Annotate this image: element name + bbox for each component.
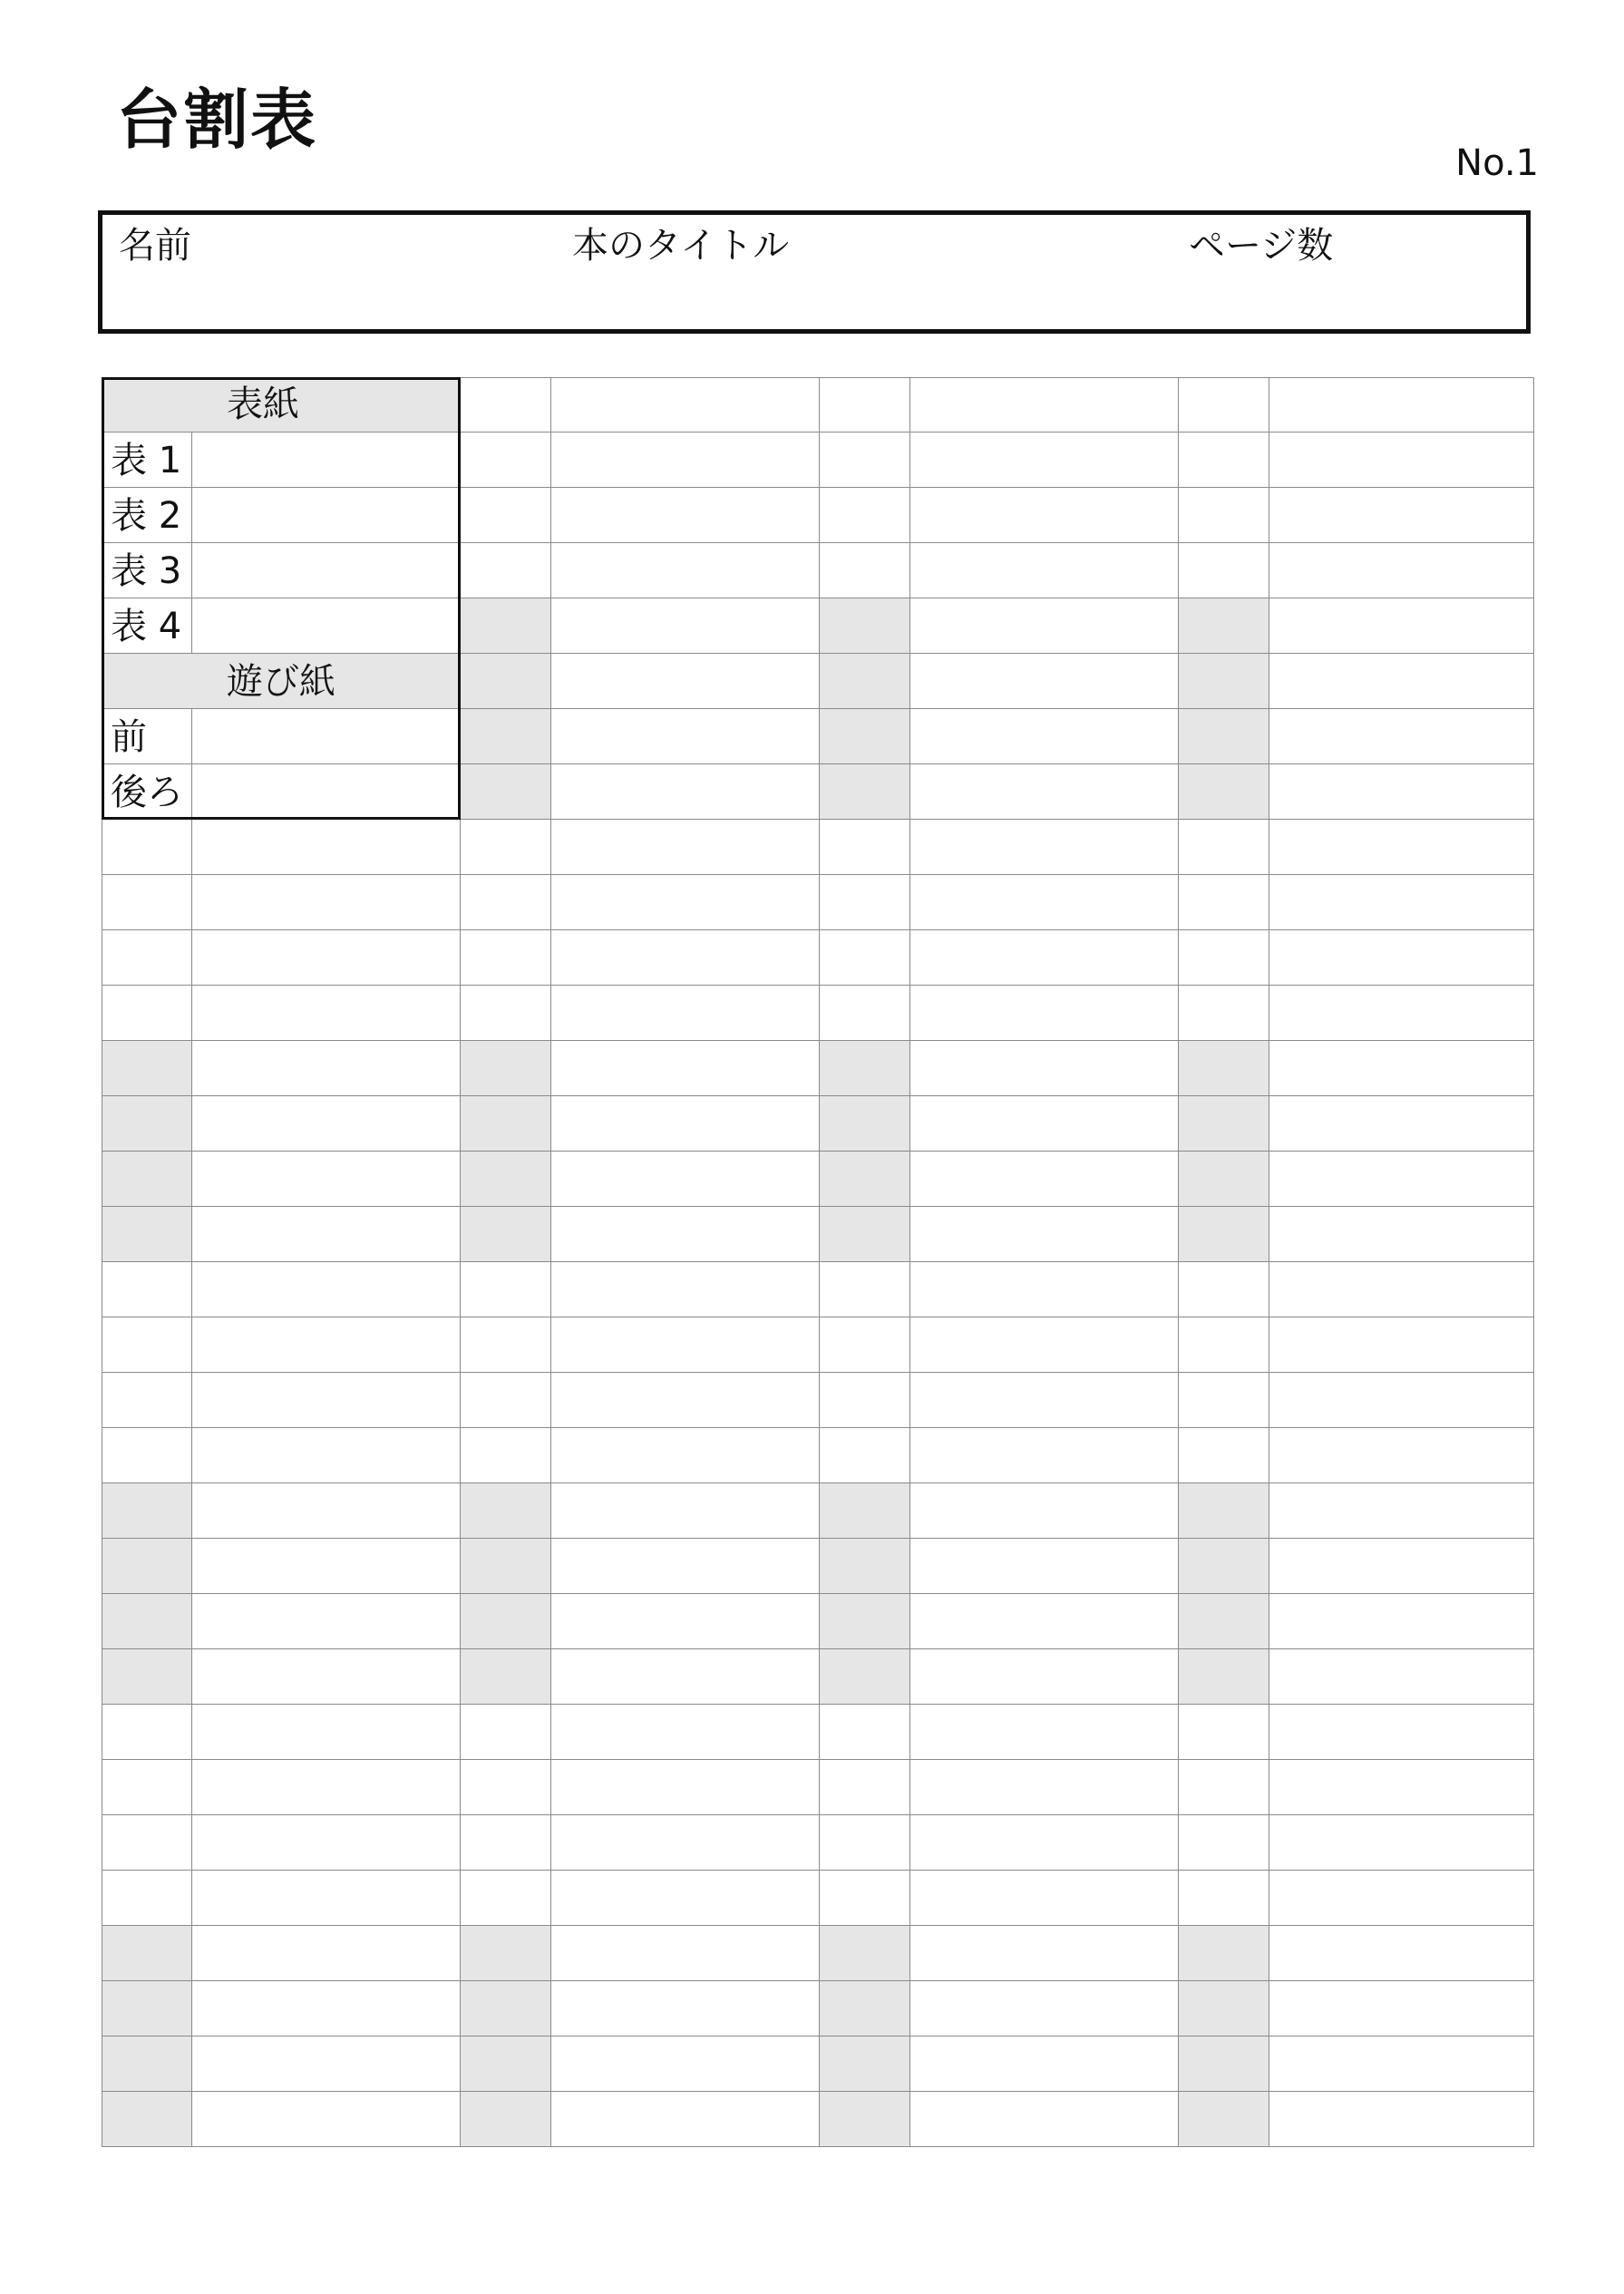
page-number-cell [820, 1428, 910, 1483]
page-number-cell [820, 1152, 910, 1207]
page-number-cell [1179, 433, 1269, 488]
page-number-cell [461, 377, 551, 433]
page-number-cell [1179, 709, 1269, 764]
page-content-cell [551, 2036, 820, 2092]
page-number-cell [1179, 1373, 1269, 1428]
page-number-cell [820, 1815, 910, 1871]
page-content-cell [192, 2092, 461, 2147]
page-content-cell [192, 1705, 461, 1760]
page-content-cell [910, 764, 1179, 820]
page-number-cell [461, 820, 551, 875]
page-content-cell [1269, 2092, 1534, 2147]
page-content-cell [551, 1096, 820, 1152]
page-content-cell [910, 433, 1179, 488]
page-number-cell [102, 1207, 192, 1262]
page-content-cell [910, 1373, 1179, 1428]
page-number-cell [820, 1539, 910, 1594]
page-number-cell [820, 1317, 910, 1373]
page-number-cell [820, 709, 910, 764]
page-content-cell [1269, 986, 1534, 1041]
page-content-cell [192, 543, 461, 598]
page-content-cell [1269, 1096, 1534, 1152]
page-content-cell [192, 1262, 461, 1317]
page-content-cell [1269, 764, 1534, 820]
page-content-cell [910, 1428, 1179, 1483]
page-content-cell [551, 1428, 820, 1483]
page-number-cell [461, 1649, 551, 1705]
page-content-cell [1269, 1926, 1534, 1981]
page-content-cell [1269, 1152, 1534, 1207]
page-content-cell [1269, 1207, 1534, 1262]
page-content-cell [1269, 1262, 1534, 1317]
page-content-cell [192, 1594, 461, 1649]
page-number-cell [1179, 377, 1269, 433]
page-content-cell [910, 1539, 1179, 1594]
page-number-cell [102, 2092, 192, 2147]
page-content-cell [192, 1096, 461, 1152]
page-number-cell [102, 1373, 192, 1428]
page-content-cell [1269, 1594, 1534, 1649]
page-content-cell [551, 654, 820, 709]
cover-row-1-label: 表 1 [111, 440, 182, 481]
page-number-cell [461, 488, 551, 543]
page-number-cell [820, 433, 910, 488]
page-number-cell [102, 1262, 192, 1317]
page-content-cell [551, 1649, 820, 1705]
page-number-cell [102, 986, 192, 1041]
page-number-cell [102, 1594, 192, 1649]
page-number-cell [820, 1096, 910, 1152]
page-content-cell [1269, 1871, 1534, 1926]
page-number-cell [461, 1539, 551, 1594]
page-number-cell [102, 1705, 192, 1760]
page-content-cell [910, 1649, 1179, 1705]
page-content-cell [192, 1041, 461, 1096]
page-number-cell [820, 543, 910, 598]
page-number-cell [1179, 1152, 1269, 1207]
page-content-cell [910, 1760, 1179, 1815]
page-number-cell [1179, 1041, 1269, 1096]
page-content-cell [1269, 709, 1534, 764]
page-number-cell [1179, 1981, 1269, 2036]
page-content-cell [192, 1760, 461, 1815]
page-number-cell [820, 2036, 910, 2092]
page-content-cell [910, 598, 1179, 654]
page-number-cell [1179, 1428, 1269, 1483]
page-number-cell [461, 2092, 551, 2147]
name-label: 名前 [119, 225, 191, 267]
page-number-cell [461, 543, 551, 598]
page-content-cell [1269, 875, 1534, 930]
page-content-cell [910, 1096, 1179, 1152]
page-content-cell [551, 1262, 820, 1317]
page-content-cell [910, 930, 1179, 986]
page-content-cell [551, 1871, 820, 1926]
page-number-cell [461, 1594, 551, 1649]
page-content-cell [551, 1926, 820, 1981]
page-content-cell [192, 1373, 461, 1428]
page-number-cell [1179, 1594, 1269, 1649]
page-number-cell [102, 1981, 192, 2036]
page-number-cell [461, 1207, 551, 1262]
page-number-cell [1179, 1705, 1269, 1760]
page-content-cell [910, 1871, 1179, 1926]
page-content-cell [910, 654, 1179, 709]
page-content-cell [1269, 377, 1534, 433]
page-number-cell [820, 2092, 910, 2147]
page-content-cell [1269, 1041, 1534, 1096]
page-content-cell [910, 709, 1179, 764]
page-content-cell [1269, 820, 1534, 875]
page-number-cell [820, 654, 910, 709]
page-content-cell [910, 1207, 1179, 1262]
cover-row-4-label: 表 4 [111, 606, 182, 647]
page-content-cell [910, 543, 1179, 598]
page-number-cell [1179, 1871, 1269, 1926]
page-content-cell [551, 709, 820, 764]
page-content-cell [551, 1981, 820, 2036]
page-number-cell [102, 1483, 192, 1539]
page-content-cell [551, 820, 820, 875]
page-content-cell [910, 1262, 1179, 1317]
page-number-cell [1179, 1317, 1269, 1373]
page-content-cell [1269, 488, 1534, 543]
endpaper-front-label: 前 [111, 716, 147, 758]
page-content-cell [192, 1649, 461, 1705]
page-content-cell [551, 598, 820, 654]
page-content-cell [910, 986, 1179, 1041]
page-number-cell [102, 875, 192, 930]
page-content-cell [551, 986, 820, 1041]
page-number-cell [461, 433, 551, 488]
page-content-cell [551, 1594, 820, 1649]
page-number-cell [1179, 488, 1269, 543]
page-number-cell [820, 875, 910, 930]
page-content-cell [192, 1926, 461, 1981]
page-number-cell [820, 1760, 910, 1815]
page-content-cell [910, 1594, 1179, 1649]
page-content-cell [551, 433, 820, 488]
page-number-cell [461, 1926, 551, 1981]
page-content-cell [910, 488, 1179, 543]
page-number-cell [461, 1760, 551, 1815]
page-content-cell [1269, 1483, 1534, 1539]
page-content-cell [551, 1760, 820, 1815]
page-content-cell [551, 1539, 820, 1594]
page-content-cell [551, 543, 820, 598]
page-content-cell [551, 488, 820, 543]
page-content-cell [910, 1981, 1179, 2036]
page-number-cell [1179, 598, 1269, 654]
page-content-cell [1269, 930, 1534, 986]
page-content-cell [192, 930, 461, 986]
page-number-cell [461, 1262, 551, 1317]
page-number-cell [820, 1483, 910, 1539]
page-content-cell [1269, 1815, 1534, 1871]
page-number-cell [1179, 930, 1269, 986]
page-number-cell [461, 1428, 551, 1483]
page-number-cell [1179, 2092, 1269, 2147]
page-content-cell [192, 709, 461, 764]
page-number-cell [461, 1096, 551, 1152]
page-content-cell [551, 1483, 820, 1539]
page-content-cell [1269, 1705, 1534, 1760]
page-number-cell [820, 820, 910, 875]
page-content-cell [910, 2092, 1179, 2147]
page-content-cell [1269, 1649, 1534, 1705]
page-number-cell [461, 1815, 551, 1871]
page-number-cell [1179, 1926, 1269, 1981]
page-number-cell [461, 1483, 551, 1539]
page-content-cell [910, 1317, 1179, 1373]
page-content-cell [551, 1317, 820, 1373]
sheet-number: No.1 [1455, 142, 1539, 184]
page-content-cell [551, 875, 820, 930]
page-content-cell [1269, 543, 1534, 598]
page-number-cell [1179, 654, 1269, 709]
page-content-cell [910, 377, 1179, 433]
page-content-cell [551, 1705, 820, 1760]
page-number-cell [820, 1041, 910, 1096]
page-content-cell [551, 1207, 820, 1262]
page-number-cell [820, 598, 910, 654]
page-content-cell [1269, 654, 1534, 709]
page-number-cell [1179, 764, 1269, 820]
page-content-cell [192, 875, 461, 930]
page-content-cell [192, 488, 461, 543]
page-number-cell [1179, 875, 1269, 930]
page-content-cell [192, 1981, 461, 2036]
page-number-cell [820, 488, 910, 543]
page-number-cell [102, 1428, 192, 1483]
page-content-cell [192, 1815, 461, 1871]
page-number-cell [102, 1815, 192, 1871]
page-number-cell [820, 377, 910, 433]
page-content-cell [910, 1926, 1179, 1981]
page-number-cell [1179, 1096, 1269, 1152]
page-number-cell [1179, 820, 1269, 875]
page-content-cell [1269, 1317, 1534, 1373]
page-content-cell [192, 1539, 461, 1594]
page-content-cell [910, 1815, 1179, 1871]
page-number-cell [1179, 1207, 1269, 1262]
page-number-cell [1179, 1760, 1269, 1815]
page-content-cell [192, 986, 461, 1041]
page-number-cell [461, 875, 551, 930]
page-content-cell [192, 1428, 461, 1483]
page-content-cell [551, 930, 820, 986]
page-content-cell [551, 2092, 820, 2147]
page-number-cell [461, 1373, 551, 1428]
page-content-cell [551, 377, 820, 433]
page-content-cell [551, 1815, 820, 1871]
page-content-cell [192, 598, 461, 654]
page-number-cell [102, 820, 192, 875]
page-number-cell [102, 1871, 192, 1926]
page-content-cell [192, 2036, 461, 2092]
page-number-cell [102, 1152, 192, 1207]
page-number-cell [820, 1981, 910, 2036]
page-content-cell [910, 1483, 1179, 1539]
cover-row-3-label: 表 3 [111, 550, 182, 592]
page-number-cell [102, 1539, 192, 1594]
page-number-cell [1179, 1262, 1269, 1317]
page-number-cell [461, 764, 551, 820]
page-number-cell [820, 1373, 910, 1428]
page-content-cell [192, 433, 461, 488]
page-number-cell [461, 1317, 551, 1373]
page-number-cell [102, 1096, 192, 1152]
page-content-cell [910, 875, 1179, 930]
endpaper-back-label: 後ろ [111, 772, 183, 813]
page-content-cell [1269, 433, 1534, 488]
page-content-cell [551, 1041, 820, 1096]
page-number-cell [820, 1262, 910, 1317]
page-content-cell [192, 1871, 461, 1926]
page-content-cell [192, 820, 461, 875]
page-number-cell [461, 1871, 551, 1926]
page-content-cell [1269, 1981, 1534, 2036]
page-number-cell [820, 1926, 910, 1981]
page-number-cell [820, 1207, 910, 1262]
page-number-cell [461, 709, 551, 764]
info-box [98, 210, 1531, 334]
page-number-cell [461, 2036, 551, 2092]
page-number-cell [820, 1705, 910, 1760]
endpaper-header: 遊び紙 [227, 661, 335, 703]
page-number-cell [461, 986, 551, 1041]
page-content-cell [910, 2036, 1179, 2092]
page-content-cell [910, 1152, 1179, 1207]
page-number-cell [1179, 1539, 1269, 1594]
page-number-cell [461, 1041, 551, 1096]
page-number-cell [461, 1981, 551, 2036]
page-number-cell [1179, 1483, 1269, 1539]
page-number-cell [820, 1871, 910, 1926]
cover-row-2-label: 表 2 [111, 495, 182, 537]
page-number-cell [820, 1649, 910, 1705]
page-content-cell [192, 1483, 461, 1539]
page-number-cell [461, 598, 551, 654]
page-number-cell [461, 1152, 551, 1207]
page-number-cell [102, 1649, 192, 1705]
page-content-cell [1269, 1760, 1534, 1815]
page-number-cell [820, 1594, 910, 1649]
page-number-cell [1179, 2036, 1269, 2092]
page-content-cell [551, 764, 820, 820]
page-count-label: ページ数 [1189, 225, 1334, 267]
page-number-cell [1179, 543, 1269, 598]
page-content-cell [551, 1152, 820, 1207]
page-content-cell [1269, 1428, 1534, 1483]
page-content-cell [192, 1207, 461, 1262]
page-number-cell [1179, 1815, 1269, 1871]
page-content-cell [910, 1041, 1179, 1096]
page-number-cell [461, 930, 551, 986]
page-number-cell [1179, 986, 1269, 1041]
page-content-cell [192, 764, 461, 820]
page-content-cell [551, 1373, 820, 1428]
page-number-cell [820, 986, 910, 1041]
page-content-cell [910, 820, 1179, 875]
page-number-cell [820, 930, 910, 986]
page-content-cell [1269, 1373, 1534, 1428]
page-number-cell [102, 930, 192, 986]
page-number-cell [1179, 1649, 1269, 1705]
page-number-cell [820, 764, 910, 820]
book-title-label: 本のタイトル [572, 225, 790, 267]
cover-header: 表紙 [227, 384, 299, 425]
page-content-cell [192, 1317, 461, 1373]
page-content-cell [1269, 598, 1534, 654]
imposition-grid [102, 377, 1534, 2147]
page-number-cell [461, 1705, 551, 1760]
page-content-cell [192, 1152, 461, 1207]
page-number-cell [102, 1926, 192, 1981]
page-number-cell [461, 654, 551, 709]
document-title: 台割表 [116, 82, 318, 158]
page-number-cell [102, 2036, 192, 2092]
page-content-cell [1269, 1539, 1534, 1594]
page-content-cell [910, 1705, 1179, 1760]
page-number-cell [102, 1317, 192, 1373]
page-number-cell [102, 1041, 192, 1096]
page-content-cell [1269, 2036, 1534, 2092]
page-number-cell [102, 1760, 192, 1815]
